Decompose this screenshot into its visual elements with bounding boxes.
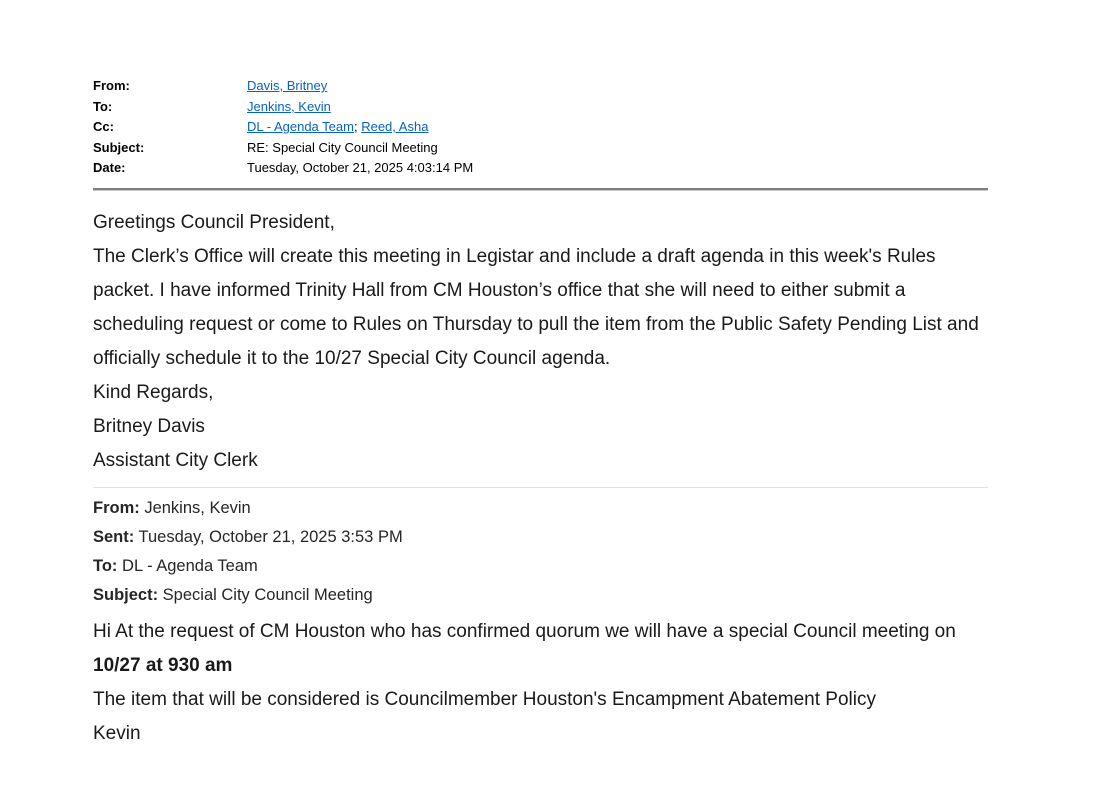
from-link[interactable]: Davis, Britney [247,78,328,93]
meeting-datetime: 10/27 at 930 am [93,654,233,676]
cc-row [93,117,988,138]
quoted-body-line2: The item that will be considered is Councilmember Houston's Encampment Abatement Policy [93,688,876,710]
date-row [93,158,988,179]
to-label: To: [93,98,113,114]
quoted-from-line [93,494,988,523]
quoted-to-line [93,552,988,581]
reply-paragraph: The Clerk’s Office will create this meeting in Legistar and include a draft agenda in this week's Rules packet. I have informed Trinity Hall from CM Houston’s office that she will need to either submit a scheduling request or come to Rules on Thursday to pull the item from the Public Safety Pending List and officially schedule it to the 10/27 Special City Council agenda. [93,245,979,369]
from-row [93,76,988,97]
quoted-body-line3: Kevin [93,722,141,744]
signature-name: Britney Davis [93,415,205,437]
to-row [93,97,988,118]
quoted-to-label: To: [93,556,118,575]
quoted-sent-value: Tuesday, October 21, 2025 3:53 PM [134,527,403,546]
email-header [93,76,988,179]
date-value: Tuesday, October 21, 2025 4:03:14 PM [247,160,474,175]
cc-link-reed-asha[interactable]: Reed, Asha [361,119,429,134]
subject-value: RE: Special City Council Meeting [247,139,438,155]
quoted-from-value: Jenkins, Kevin [139,498,251,517]
quoted-subject-line [93,581,988,610]
quoted-header [93,494,988,610]
cc-label: Cc: [93,119,114,134]
quoted-subject-value: Special City Council Meeting [158,585,373,604]
quoted-sent-label: Sent: [93,527,135,546]
header-divider [93,188,988,191]
quoted-to-value: DL - Agenda Team [117,556,258,575]
closing-line: Kind Regards, [93,381,214,403]
date-label: Date: [93,160,126,175]
cc-link-agenda-team[interactable]: DL - Agenda Team [247,119,354,134]
quoted-body-line1 [93,615,988,683]
to-link[interactable]: Jenkins, Kevin [247,98,331,114]
reply-body [93,206,988,478]
quoted-subject-label: Subject: [93,585,159,604]
quoted-from-label: From: [93,498,140,517]
quoted-sent-line [93,523,988,552]
quoted-message-divider [93,487,988,488]
cc-separator: ; [353,119,362,134]
greeting-line: Greetings Council President, [93,211,335,233]
quoted-body-line1-text: Hi At the request of CM Houston who has confirmed quorum we will have a special Council meeting on [93,620,956,642]
subject-label: Subject: [93,139,145,155]
subject-row [93,138,988,159]
quoted-body [93,615,988,751]
from-label: From: [93,78,130,93]
signature-title: Assistant City Clerk [93,449,258,471]
